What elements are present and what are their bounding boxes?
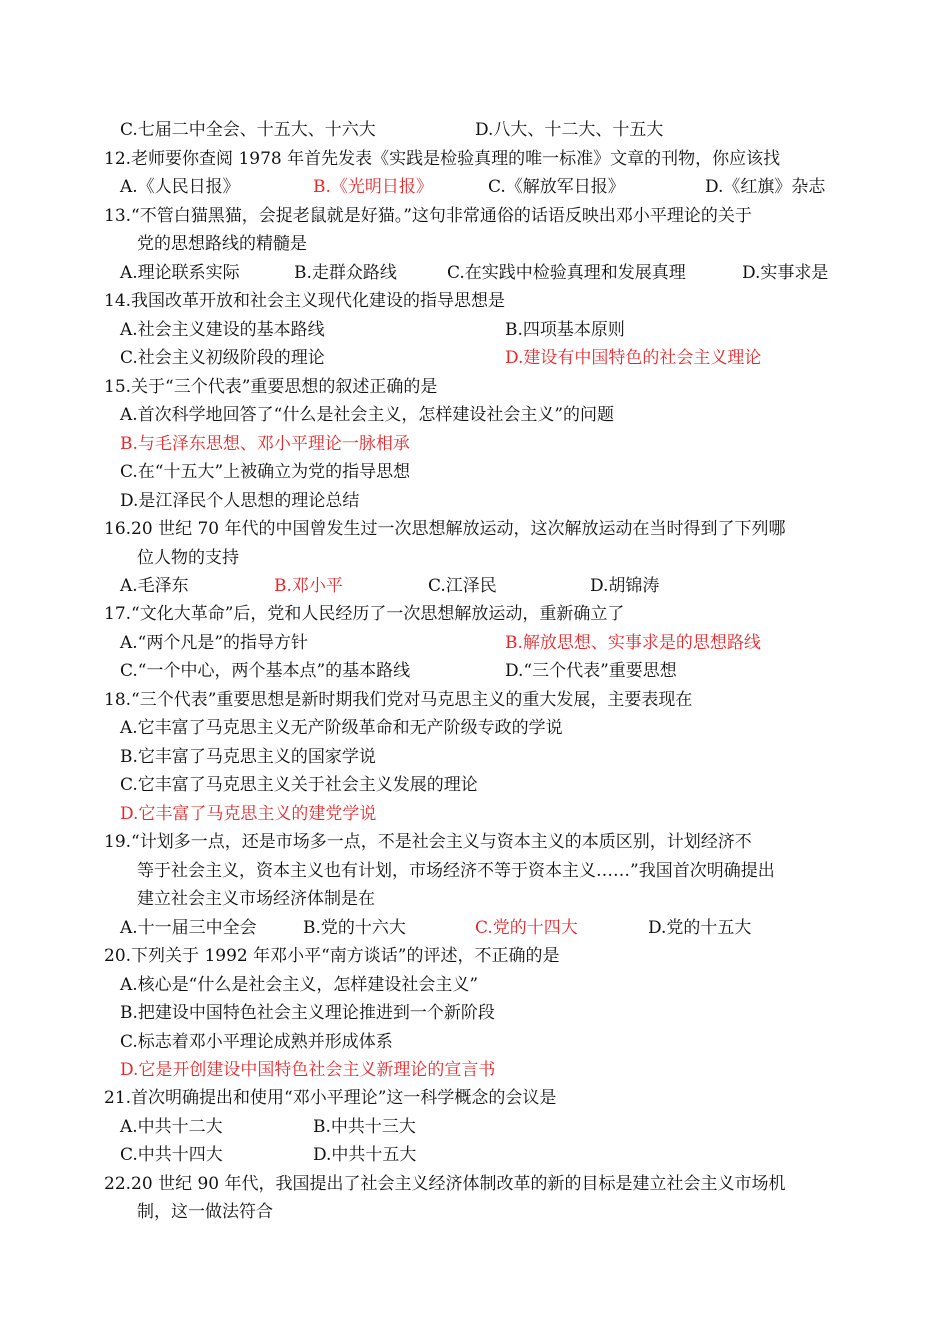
q19-option-a: A.十一届三中全会 <box>120 918 257 938</box>
q19-stem: 19.“计划多一点，还是市场多一点，不是社会主义与资本主义的本质区别，计划经济不 <box>104 832 752 852</box>
q15-option-a: A.首次科学地回答了“什么是社会主义，怎样建设社会主义”的问题 <box>120 405 615 425</box>
q20-option-c: C.标志着邓小平理论成熟并形成体系 <box>120 1032 393 1052</box>
q18-option-d-answer: D.它丰富了马克思主义的建党学说 <box>120 804 377 824</box>
q16-option-c: C.江泽民 <box>428 576 497 596</box>
q16-stem-cont: 位人物的支持 <box>137 548 239 568</box>
q11-option-c: C.七届二中全会、十五大、十六大 <box>120 120 376 140</box>
q18-option-a: A.它丰富了马克思主义无产阶级革命和无产阶级专政的学说 <box>120 718 563 738</box>
q22-stem-cont: 制，这一做法符合 <box>137 1202 273 1222</box>
q20-stem: 20.下列关于 1992 年邓小平“南方谈话”的评述，不正确的是 <box>104 946 560 966</box>
q15-option-d: D.是江泽民个人思想的理论总结 <box>120 491 360 511</box>
q19-option-d: D.党的十五大 <box>648 918 752 938</box>
q12-option-c: C.《解放军日报》 <box>488 177 625 197</box>
q13-stem-cont: 党的思想路线的精髓是 <box>137 234 307 254</box>
q21-stem: 21.首次明确提出和使用“邓小平理论”这一科学概念的会议是 <box>104 1088 557 1108</box>
q12-stem: 12.老师要你查阅 1978 年首先发表《实践是检验真理的唯一标准》文章的刊物，你应该找 <box>104 149 781 169</box>
q16-option-a: A.毛泽东 <box>120 576 189 596</box>
q14-stem: 14.我国改革开放和社会主义现代化建设的指导思想是 <box>104 291 506 311</box>
q19-option-c-answer: C.党的十四大 <box>475 918 578 938</box>
q19-stem-cont-1: 等于社会主义，资本主义也有计划，市场经济不等于资本主义……”我国首次明确提出 <box>137 861 775 881</box>
q17-option-d: D.“三个代表”重要思想 <box>505 661 677 681</box>
q17-stem: 17.“文化大革命”后，党和人民经历了一次思想解放运动，重新确立了 <box>104 604 625 624</box>
q14-option-c: C.社会主义初级阶段的理论 <box>120 348 325 368</box>
q14-option-d-answer: D.建设有中国特色的社会主义理论 <box>505 348 762 368</box>
q15-stem: 15.关于“三个代表”重要思想的叙述正确的是 <box>104 377 438 397</box>
q14-option-a: A.社会主义建设的基本路线 <box>120 320 325 340</box>
q12-option-b-answer: B.《光明日报》 <box>313 177 433 197</box>
q15-option-b-answer: B.与毛泽东思想、邓小平理论一脉相承 <box>120 434 410 454</box>
q18-option-c: C.它丰富了马克思主义关于社会主义发展的理论 <box>120 775 478 795</box>
q15-option-c: C.在“十五大”上被确立为党的指导思想 <box>120 462 411 482</box>
q20-option-a: A.核心是“什么是社会主义，怎样建设社会主义” <box>120 975 479 995</box>
q20-option-b: B.把建设中国特色社会主义理论推进到一个新阶段 <box>120 1003 495 1023</box>
q13-option-c: C.在实践中检验真理和发展真理 <box>447 263 686 283</box>
q11-option-d: D.八大、十二大、十五大 <box>475 120 664 140</box>
q16-option-d: D.胡锦涛 <box>590 576 660 596</box>
q17-option-c: C.“一个中心，两个基本点”的基本路线 <box>120 661 411 681</box>
q12-option-d: D.《红旗》杂志 <box>705 177 826 197</box>
q20-option-d-answer: D.它是开创建设中国特色社会主义新理论的宣言书 <box>120 1060 496 1080</box>
q22-stem: 22.20 世纪 90 年代，我国提出了社会主义经济体制改革的新的目标是建立社会主义市场机 <box>104 1174 786 1194</box>
q21-option-a: A.中共十二大 <box>120 1117 223 1137</box>
q16-stem: 16.20 世纪 70 年代的中国曾发生过一次思想解放运动，这次解放运动在当时得到了下列哪 <box>104 519 786 539</box>
q18-stem: 18.“三个代表”重要思想是新时期我们党对马克思主义的重大发展，主要表现在 <box>104 690 693 710</box>
q17-option-b-answer: B.解放思想、实事求是的思想路线 <box>505 633 761 653</box>
q12-option-a: A.《人民日报》 <box>120 177 240 197</box>
q13-option-d: D.实事求是 <box>742 263 829 283</box>
q16-option-b-answer: B.邓小平 <box>274 576 343 596</box>
q14-option-b: B.四项基本原则 <box>505 320 625 340</box>
q18-option-b: B.它丰富了马克思主义的国家学说 <box>120 747 376 767</box>
q17-option-a: A.“两个凡是”的指导方针 <box>120 633 309 653</box>
q21-option-b: B.中共十三大 <box>313 1117 416 1137</box>
q13-option-a: A.理论联系实际 <box>120 263 240 283</box>
q19-option-b: B.党的十六大 <box>303 918 406 938</box>
q13-option-b: B.走群众路线 <box>294 263 397 283</box>
q13-stem: 13.“不管白猫黑猫，会捉老鼠就是好猫。”这句非常通俗的话语反映出邓小平理论的关于 <box>104 206 752 226</box>
q21-option-c: C.中共十四大 <box>120 1145 223 1165</box>
q21-option-d: D.中共十五大 <box>313 1145 417 1165</box>
q19-stem-cont-2: 建立社会主义市场经济体制是在 <box>137 889 375 909</box>
